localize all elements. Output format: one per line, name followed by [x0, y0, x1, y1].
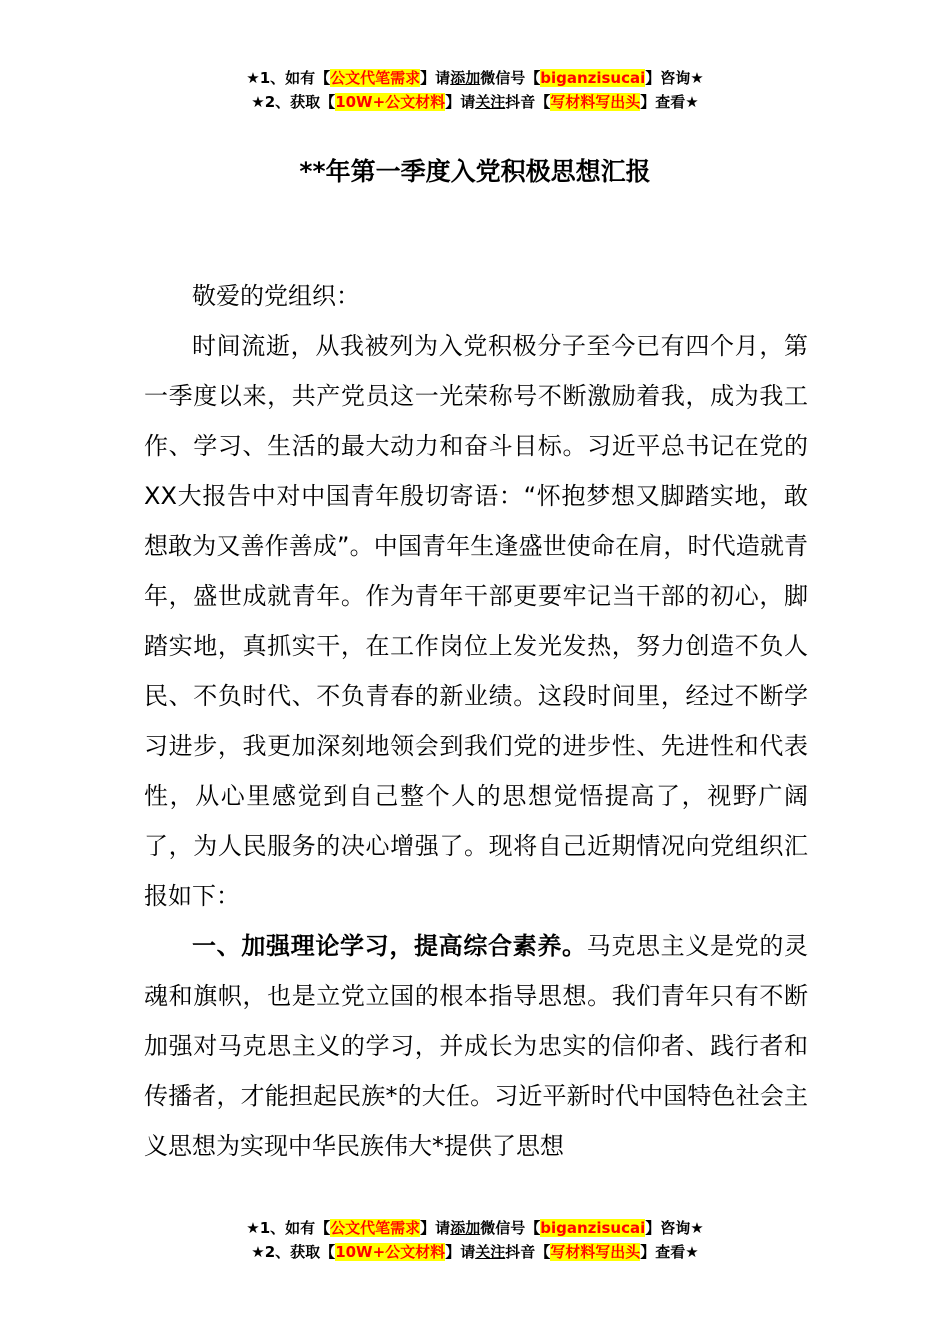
banner-text: 】请	[420, 1219, 451, 1237]
banner-text: ★1、如有【	[246, 1219, 331, 1237]
paragraph-section-1	[144, 921, 808, 1171]
banner-text: 】咨询★	[645, 1219, 704, 1237]
banner-text: 】请	[445, 1243, 476, 1261]
section-heading: 一、加强理论学习，提高综合素养。	[192, 932, 587, 960]
banner-text: 】咨询★	[645, 69, 704, 87]
banner-highlight-wechat-id: biganzisucai	[540, 1219, 646, 1237]
banner-text: 】请	[445, 93, 476, 111]
header-banner	[0, 66, 950, 114]
banner-text: 】查看★	[640, 93, 699, 111]
banner-line-2	[0, 1240, 950, 1264]
section-text: 马克思主义是党的灵魂和旗帜，也是立党立国的根本指导思想。我们青年只有不断加强对马克思主义的学习，并成长为忠实的信仰者、践行者和传播者，才能担起民族*的大任。习近平新时代中国特色社会主义思想为实现中华民族伟大*提供了思想	[144, 932, 809, 1160]
banner-text: ★1、如有【	[246, 69, 331, 87]
banner-underlined-text: 添加	[450, 69, 481, 87]
salutation: 敬爱的党组织：	[192, 282, 360, 310]
banner-text: 】查看★	[640, 1243, 699, 1261]
banner-text: 抖音【	[505, 93, 551, 111]
banner-line-2	[0, 90, 950, 114]
banner-highlight: 10W+公文材料	[335, 1243, 446, 1261]
banner-highlight-douyin-id: 写材料写出头	[550, 93, 641, 111]
banner-line-1	[0, 1216, 950, 1240]
banner-underlined-text: 添加	[450, 1219, 481, 1237]
banner-highlight: 10W+公文材料	[335, 93, 446, 111]
footer-banner	[0, 1216, 950, 1264]
banner-highlight-wechat-id: biganzisucai	[540, 69, 646, 87]
banner-underlined-text: 关注	[475, 1243, 506, 1261]
banner-text: 微信号【	[480, 69, 541, 87]
document-body	[144, 271, 808, 1171]
banner-text: 】请	[420, 69, 451, 87]
banner-line-1	[0, 66, 950, 90]
banner-text: ★2、获取【	[251, 93, 336, 111]
document-title: **年第一季度入党积极思想汇报	[299, 157, 651, 186]
banner-underlined-text: 关注	[475, 93, 506, 111]
banner-text: 微信号【	[480, 1219, 541, 1237]
banner-text: 抖音【	[505, 1243, 551, 1261]
banner-highlight: 公文代笔需求	[330, 1219, 421, 1237]
banner-highlight: 公文代笔需求	[330, 69, 421, 87]
banner-highlight-douyin-id: 写材料写出头	[550, 1243, 641, 1261]
paragraph-intro: 时间流逝，从我被列为入党积极分子至今已有四个月，第一季度以来，共产党员这一光荣称号不断激励着我，成为我工作、学习、生活的最大动力和奋斗目标。习近平总书记在党的XX大报告中对中国青年殷切寄语：“怀抱梦想又脚踏实地，敢想敢为又善作善成”。中国青年生逢盛世使命在肩，时代造就青年，盛世成就青年。作为青年干部更要牢记当干部的初心，脚踏实地，真抓实干，在工作岗位上发光发热，努力创造不负人民、不负时代、不负青春的新业绩。这段时间里，经过不断学习进步，我更加深刻地领会到我们党的进步性、先进性和代表性，从心里感觉到自己整个人的思想觉悟提高了，视野广阔了，为人民服务的决心增强了。现将自己近期情况向党组织汇报如下：	[144, 332, 808, 910]
banner-text: ★2、获取【	[251, 1243, 336, 1261]
